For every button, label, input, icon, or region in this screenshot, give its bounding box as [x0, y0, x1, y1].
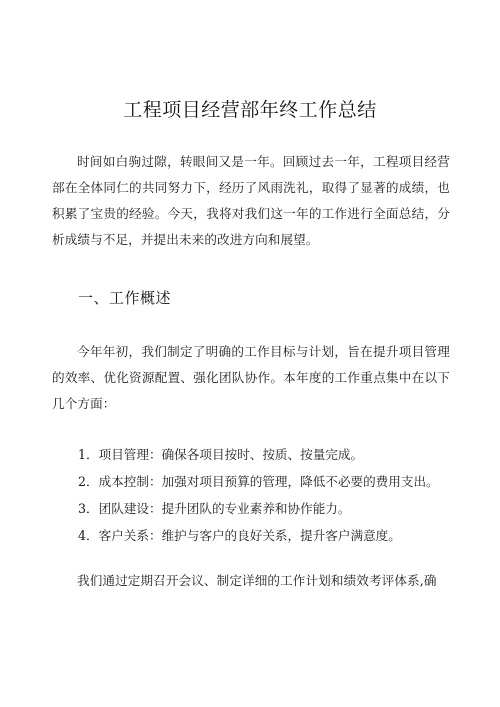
focus-list — [78, 441, 439, 549]
list-item: 1．项目管理：确保各项目按时、按质、按量完成。 — [78, 447, 364, 462]
document-title: 工程项目经营部年终工作总结 — [123, 99, 377, 121]
list-item: 3．团队建设：提升团队的专业素养和协作能力。 — [78, 501, 351, 516]
section-heading: 一、工作概述 — [78, 289, 172, 307]
list-item: 4．客户关系：维护与客户的良好关系，提升客户满意度。 — [78, 528, 401, 543]
list-item: 2．成本控制：加强对项目预算的管理，降低不必要的费用支出。 — [78, 474, 439, 489]
intro-paragraph: 时间如白驹过隙，转眼间又是一年。回顾过去一年，工程项目经营部在全体同仁的共同努力下，经历了风雨洗礼，取得了显著的成绩，也积累了宝贵的经验。今天，我将对我们这一年的工作进行全面总结，分析成绩与不足，并提出未来的改进方向和展望。 — [52, 154, 450, 247]
closing-paragraph: 我们通过定期召开会议、制定详细的工作计划和绩效考评体系,确 — [77, 573, 437, 588]
section-paragraph: 今年年初，我们制定了明确的工作目标与计划，旨在提升项目管理的效率、优化资源配置、强化团队协作。本年度的工作重点集中在以下几个方面： — [52, 344, 450, 411]
